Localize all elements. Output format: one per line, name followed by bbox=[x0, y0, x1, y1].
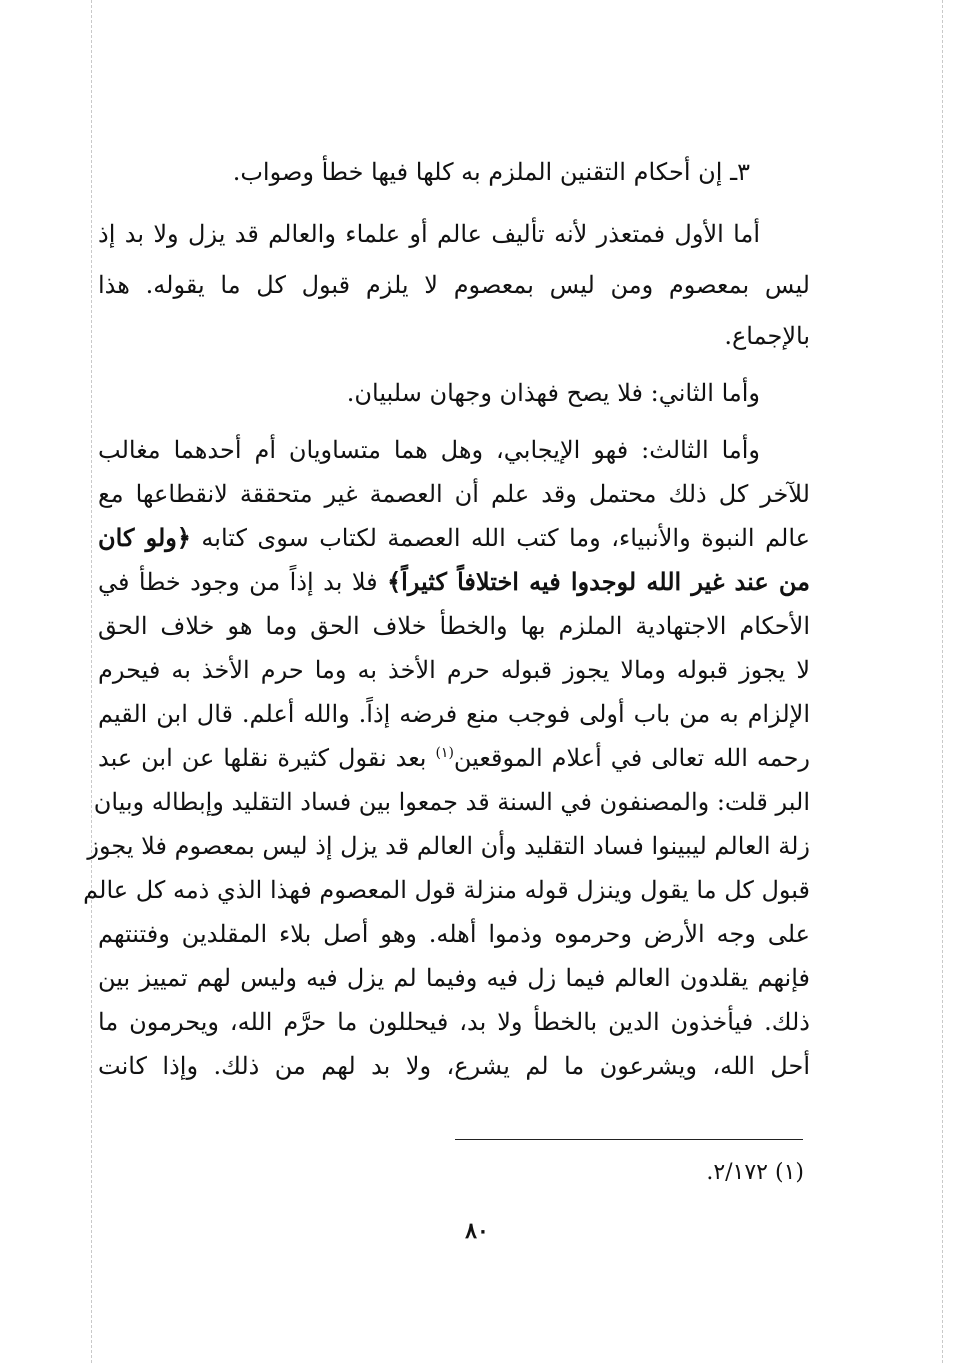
text-line bbox=[98, 371, 810, 415]
quran-quote: من عند غير الله لوجدوا فيه اختلافاً كثيراً﴾ bbox=[387, 567, 810, 596]
text-line bbox=[93, 780, 810, 824]
line-text: قبول كل ما يقول وينزل قوله منزلة قول المعصوم فهذا الذي ذمه كل عالم bbox=[83, 876, 810, 904]
text-line bbox=[98, 212, 810, 256]
line-text: البر قلت: والمصنفون في السنة قد جمعوا بين فساد التقليد وإبطاله وبيان bbox=[93, 788, 810, 816]
line-text: بعد نقول كثيرة نقلها عن ابن عبد bbox=[98, 744, 436, 772]
footnote-separator bbox=[455, 1139, 803, 1140]
line-text: ليس بمعصوم ومن ليس بمعصوم لا يلزم قبول كل ما يقوله. هذا bbox=[98, 271, 810, 299]
quran-quote: ﴿ولو كان bbox=[98, 523, 191, 552]
line-text: وأما الثاني: فلا يصح فهذان وجهان سلبيان. bbox=[346, 379, 760, 407]
text-line bbox=[83, 868, 810, 912]
text-line bbox=[98, 263, 810, 307]
line-text: فلا بد إذاً من وجود خطأ في bbox=[98, 568, 378, 596]
line-text: للآخر كل ذلك محتمل وقد علم أن العصمة غير متحققة لانقطاعها مع bbox=[98, 480, 810, 508]
text-line bbox=[98, 912, 810, 956]
line-text: ذلك. فيأخذون الدين بالخطأ ولا بد، فيحللون ما حرَّم الله، ويحرمون ما bbox=[98, 1008, 810, 1036]
line-text: بالإجماع. bbox=[724, 322, 810, 350]
text-line bbox=[98, 516, 810, 560]
text-line bbox=[98, 560, 810, 604]
text-line bbox=[98, 428, 810, 472]
right-margin-rule bbox=[942, 0, 943, 1363]
main-text bbox=[83, 150, 811, 1110]
text-line bbox=[98, 736, 810, 780]
text-line bbox=[98, 648, 810, 692]
line-text: ٣ـ إن أحكام التقنين الملزم به كلها فيها خطأ وصواب. bbox=[232, 158, 750, 186]
line-text: عالم النبوة والأنبياء، وما كتب الله العصمة لكتاب سوى كتابه bbox=[201, 524, 810, 552]
left-margin-rule bbox=[91, 0, 92, 1363]
text-line bbox=[98, 314, 810, 358]
text-line bbox=[98, 1044, 810, 1088]
line-text: زلة العالم ليبينوا فساد التقليد وأن العالم قد يزل إذ ليس بمعصوم فلا يجوز bbox=[87, 832, 810, 860]
text-line bbox=[98, 692, 810, 736]
line-text: فإنهم يقلدون العالم فيما زل فيه وفيما لم يزل فيه وليس لهم تمييز بين bbox=[98, 964, 810, 992]
line-text: أما الأول فمتعذر لأنه تأليف عالم أو علماء والعالم قد يزل ولا بد إذ bbox=[98, 220, 760, 248]
text-line bbox=[87, 824, 810, 868]
text-line bbox=[98, 604, 810, 648]
footnote: (١) ٢/١٧٢. bbox=[706, 1160, 804, 1185]
line-text: رحمه الله تعالى في أعلام الموقعين bbox=[453, 744, 810, 772]
text-line bbox=[98, 472, 810, 516]
footnote-marker: (١) bbox=[435, 745, 454, 761]
line-text: الأحكام الاجتهادية الملزم بها والخطأ خلاف الحق وما هو خلاف الحق bbox=[98, 612, 811, 640]
line-text: على وجه الأرض وحرموه وذموا أهله. وهو أصل بلاء المقلدين وفتنتهم bbox=[98, 920, 810, 948]
line-text: وأما الثالث: فهو الإيجابي، وهل هما متساويان أم أحدهما مغالب bbox=[98, 436, 760, 464]
text-line bbox=[98, 150, 810, 194]
text-line bbox=[98, 1000, 810, 1044]
text-line bbox=[98, 956, 810, 1000]
line-text: الإلزام به من باب أولى فوجب منع فرضه إذاً. والله أعلم. قال ابن القيم bbox=[98, 700, 810, 728]
line-text: لا يجوز قبوله ومالا يجوز قبوله حرم الأخذ به وما حرم الأخذ به فيحرم bbox=[98, 656, 810, 684]
line-text: أحل الله، ويشرعون ما لم يشرع، ولا بد لهم من ذلك. وإذا كانت bbox=[98, 1052, 810, 1080]
page-number: ٨٠ bbox=[465, 1218, 489, 1244]
